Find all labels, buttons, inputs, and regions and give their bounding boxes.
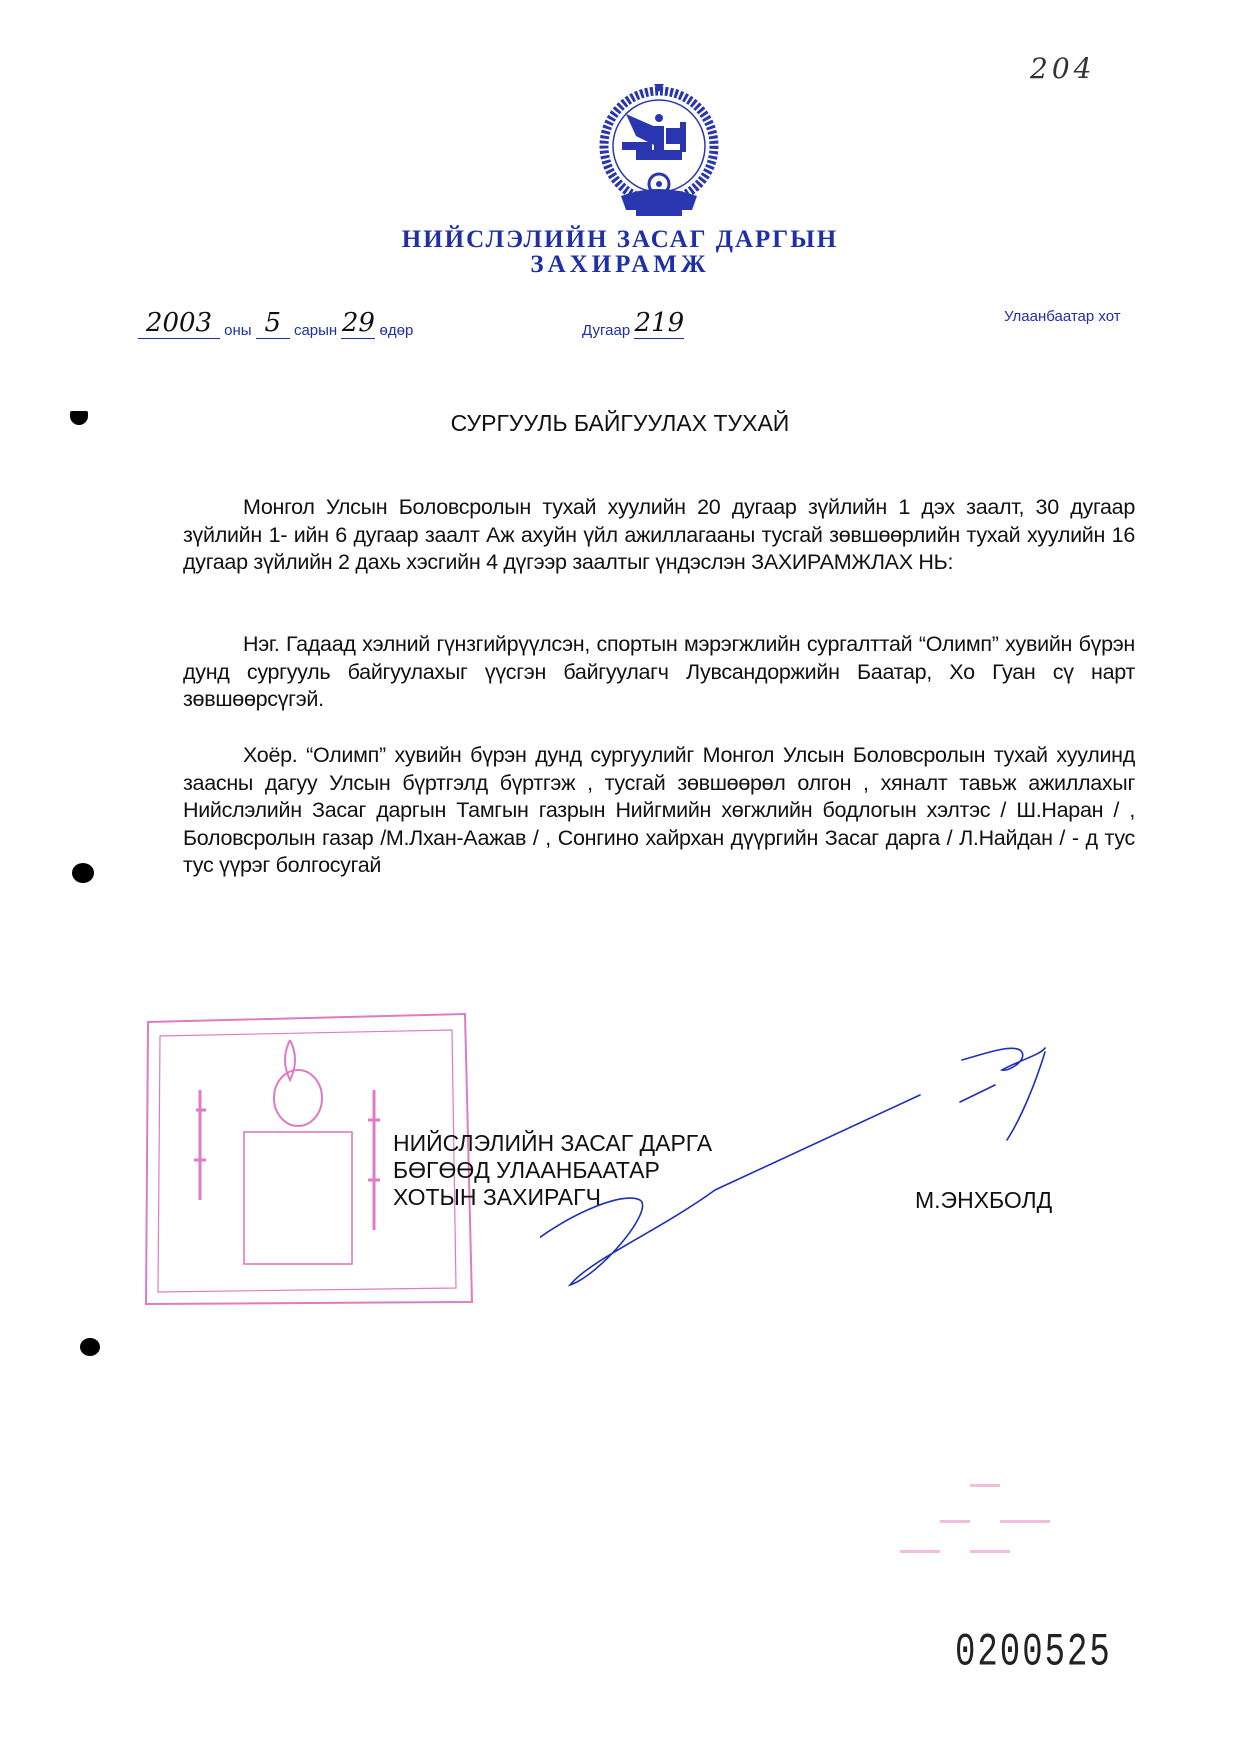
signer-name: М.ЭНХБОЛД — [915, 1187, 1053, 1213]
location: Улаанбаатар хот — [1004, 308, 1121, 325]
date-field — [138, 308, 413, 339]
document-title: СУРГУУЛЬ БАЙГУУЛАХ ТУХАЙ — [450, 410, 790, 436]
paragraph-text: Хоёр. “Олимп” хувийн бүрэн дунд сургуулийг Монгол Улсын Боловсролын тухай хуулинд заасны дагуу Улсын бүртгэлд бүртгэж , тусгай зөвшөөрөл олгон , хяналт тавьж ажиллахыг Нийслэлийн Засаг даргын Тамгын газрын Нийгмийн хөгжлийн бодлогын хэлтэс / Ш.Наран / , Боловсролын газар /М.Лхан-Аажав / , Сонгино хайрхан дүүргийн Засаг дарга / Л.Найдан / - д тус тус үүрэг болгосугай — [183, 743, 1135, 877]
preamble-paragraph — [183, 494, 1135, 577]
number-label: Дугаар — [582, 322, 631, 339]
punch-hole — [72, 863, 94, 883]
org-title: НИЙСЛЭЛИЙН ЗАСАГ ДАРГЫН — [401, 226, 839, 253]
handwritten-signature — [540, 1040, 1100, 1300]
serial-number: 0200525 — [955, 1628, 1112, 1680]
day-value: 29 — [341, 308, 375, 338]
doc-type-title: ЗАХИРАМЖ — [530, 251, 710, 278]
number-value: 219 — [634, 308, 685, 338]
month-value: 5 — [256, 308, 290, 339]
signer-title-line: ХОТЫН ЗАХИРАГЧ — [393, 1184, 601, 1210]
year-value: 2003 — [138, 308, 220, 339]
signer-title-line: БӨГӨӨД УЛААНБААТАР — [393, 1157, 660, 1183]
year-suffix: оны — [224, 322, 252, 339]
faint-receipt-stamp — [860, 1470, 1100, 1570]
paragraph-text: Нэг. Гадаад хэлний гүнзгийрүүлсэн, спортын мэрэгжлийн сургалттай “Олимп” хувийн бүрэн дунд сургууль байгуулахыг үүсгэн байгуулагч Лувсандоржийн Баатар, Хо Гуан сү нарт зөвшөөрсүгэй. — [183, 632, 1135, 711]
state-emblem-icon — [566, 84, 752, 220]
signer-title-line: НИЙСЛЭЛИЙН ЗАСАГ ДАРГА — [393, 1130, 713, 1156]
day-suffix: өдөр — [379, 322, 414, 339]
paragraph-text: Монгол Улсын Боловсролын тухай хуулийн 20 дугаар зүйлийн 1 дэх заалт, 30 дугаар зүйлийн 1- ийн 6 дугаар заалт Аж ахуйн үйл ажиллагааны тусгай зөвшөөрлийн тухай хуулийн 16 дугаар зүйлийн 2 дахь хэсгийн 4 дүгээр заалтыг үндэслэн ЗАХИРАМЖЛАХ НЬ: — [183, 495, 1135, 574]
clause-two-paragraph — [183, 742, 1135, 880]
clause-one-paragraph — [183, 631, 1135, 714]
month-suffix: сарын — [293, 322, 338, 339]
page-number: 204 — [1030, 52, 1096, 85]
punch-hole — [80, 1338, 100, 1356]
number-field — [582, 308, 684, 339]
